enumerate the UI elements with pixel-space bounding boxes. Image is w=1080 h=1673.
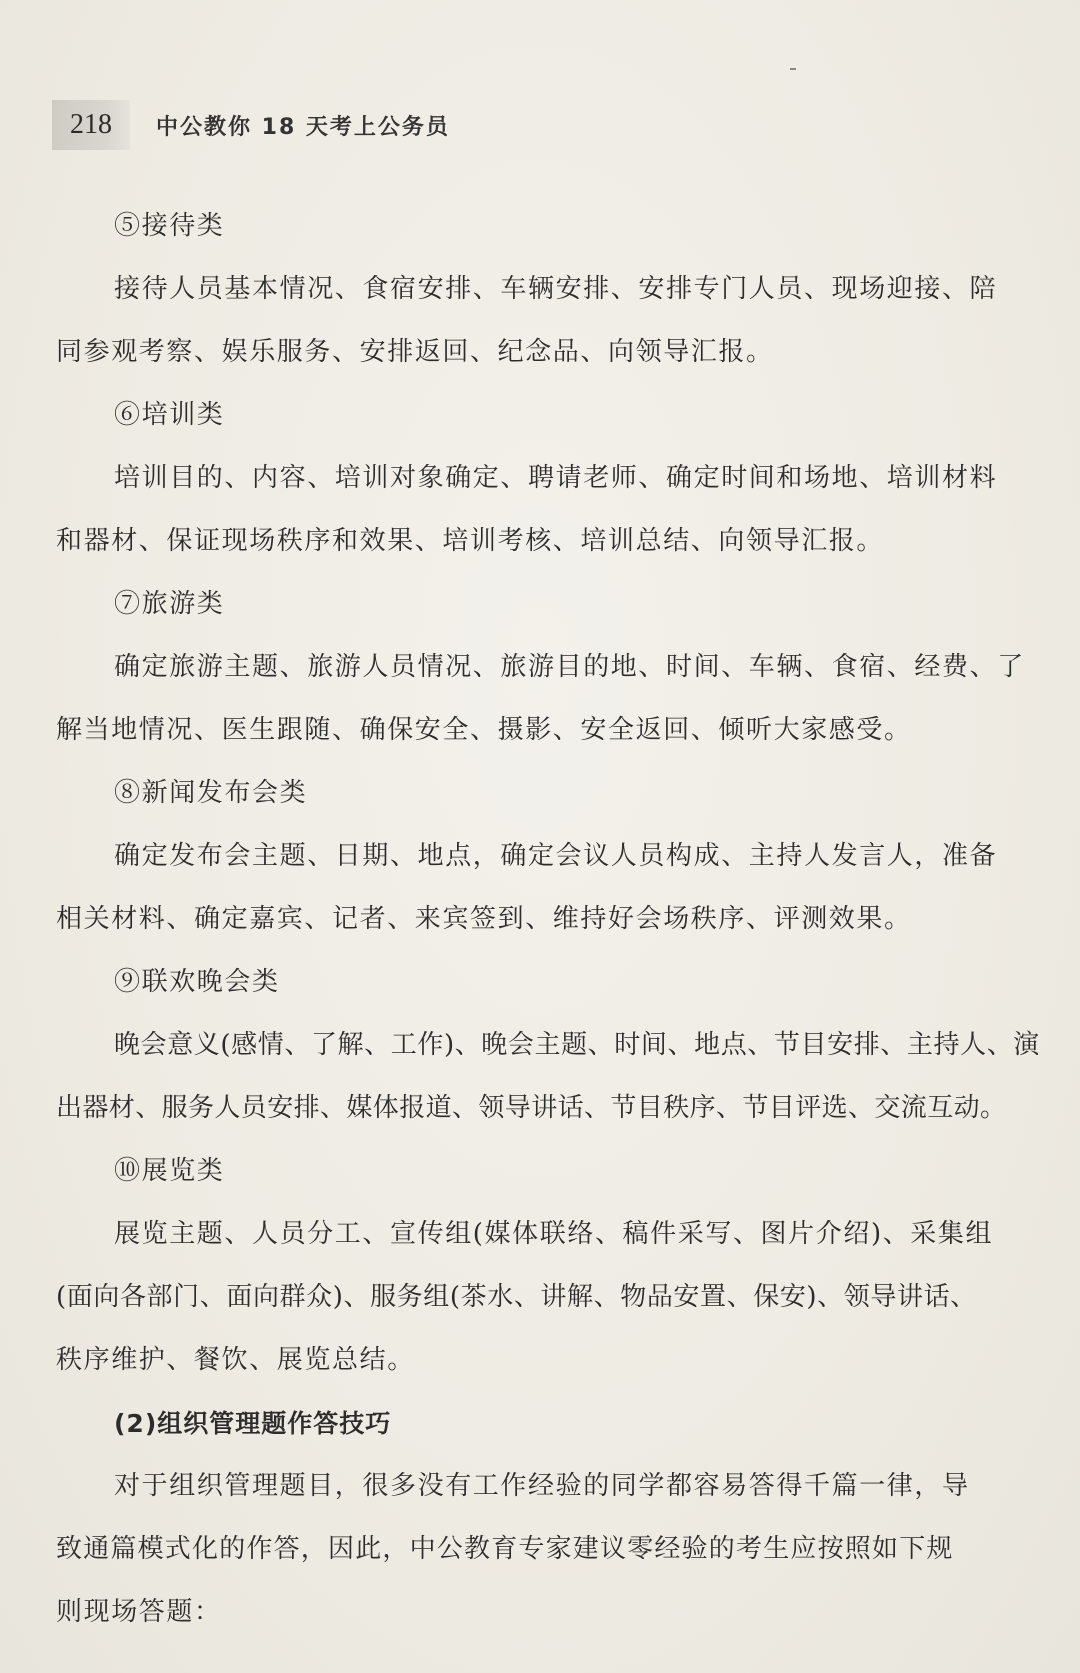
paragraph-line: 同参观考察、娱乐服务、安排返回、纪念品、向领导汇报。 <box>56 337 774 367</box>
paragraph-line: 出器材、服务人员安排、媒体报道、领导讲话、节目秩序、节目评选、交流互动。 <box>56 1093 1007 1123</box>
section-subtitle: (2)组织管理题作答技巧 <box>114 1409 392 1438</box>
paragraph-line: 培训目的、内容、培训对象确定、聘请老师、确定时间和场地、培训材料 <box>114 463 998 493</box>
paragraph-line: 对于组织管理题目，很多没有工作经验的同学都容易答得千篇一律，导 <box>114 1471 970 1501</box>
paragraph-line: 秩序维护、餐饮、展览总结。 <box>56 1345 415 1375</box>
paragraph-line: 和器材、保证现场秩序和效果、培训考核、培训总结、向领导汇报。 <box>56 526 885 556</box>
heading-travel: ⑦旅游类 <box>114 589 225 619</box>
paragraph-line: 确定旅游主题、旅游人员情况、旅游目的地、时间、车辆、食宿、经费、了 <box>114 652 1025 682</box>
print-speck <box>790 68 796 70</box>
heading-press-conference: ⑧新闻发布会类 <box>114 778 308 808</box>
heading-training: ⑥培训类 <box>114 400 225 430</box>
paragraph-line: (面向各部门、面向群众)、服务组(茶水、讲解、物品安置、保安)、领导讲话、 <box>56 1282 977 1312</box>
paragraph-line: 解当地情况、医生跟随、确保安全、摄影、安全返回、倾听大家感受。 <box>56 715 912 745</box>
running-header <box>52 100 450 150</box>
paragraph-line: 晚会意义(感情、了解、工作)、晚会主题、时间、地点、节目安排、主持人、演 <box>114 1030 1040 1060</box>
paragraph-line: 展览主题、人员分工、宣传组(媒体联络、稿件采写、图片介绍)、采集组 <box>114 1219 994 1249</box>
paragraph-line: 则现场答题： <box>56 1597 222 1627</box>
book-title: 中公教你 18 天考上公务员 <box>156 114 450 140</box>
heading-gala: ⑨联欢晚会类 <box>114 967 280 997</box>
page-number: 218 <box>52 100 130 150</box>
body-text <box>56 195 1040 1644</box>
paragraph-line: 致通篇模式化的作答，因此，中公教育专家建议零经验的考生应按照如下规 <box>56 1534 954 1564</box>
paragraph-line: 接待人员基本情况、食宿安排、车辆安排、安排专门人员、现场迎接、陪 <box>114 274 998 304</box>
paragraph-line: 相关材料、确定嘉宾、记者、来宾签到、维持好会场秩序、评测效果。 <box>56 904 912 934</box>
paragraph-line: 确定发布会主题、日期、地点，确定会议人员构成、主持人发言人，准备 <box>114 841 998 871</box>
heading-reception: ⑤接待类 <box>114 211 225 241</box>
heading-exhibition: ⑩展览类 <box>114 1156 225 1186</box>
